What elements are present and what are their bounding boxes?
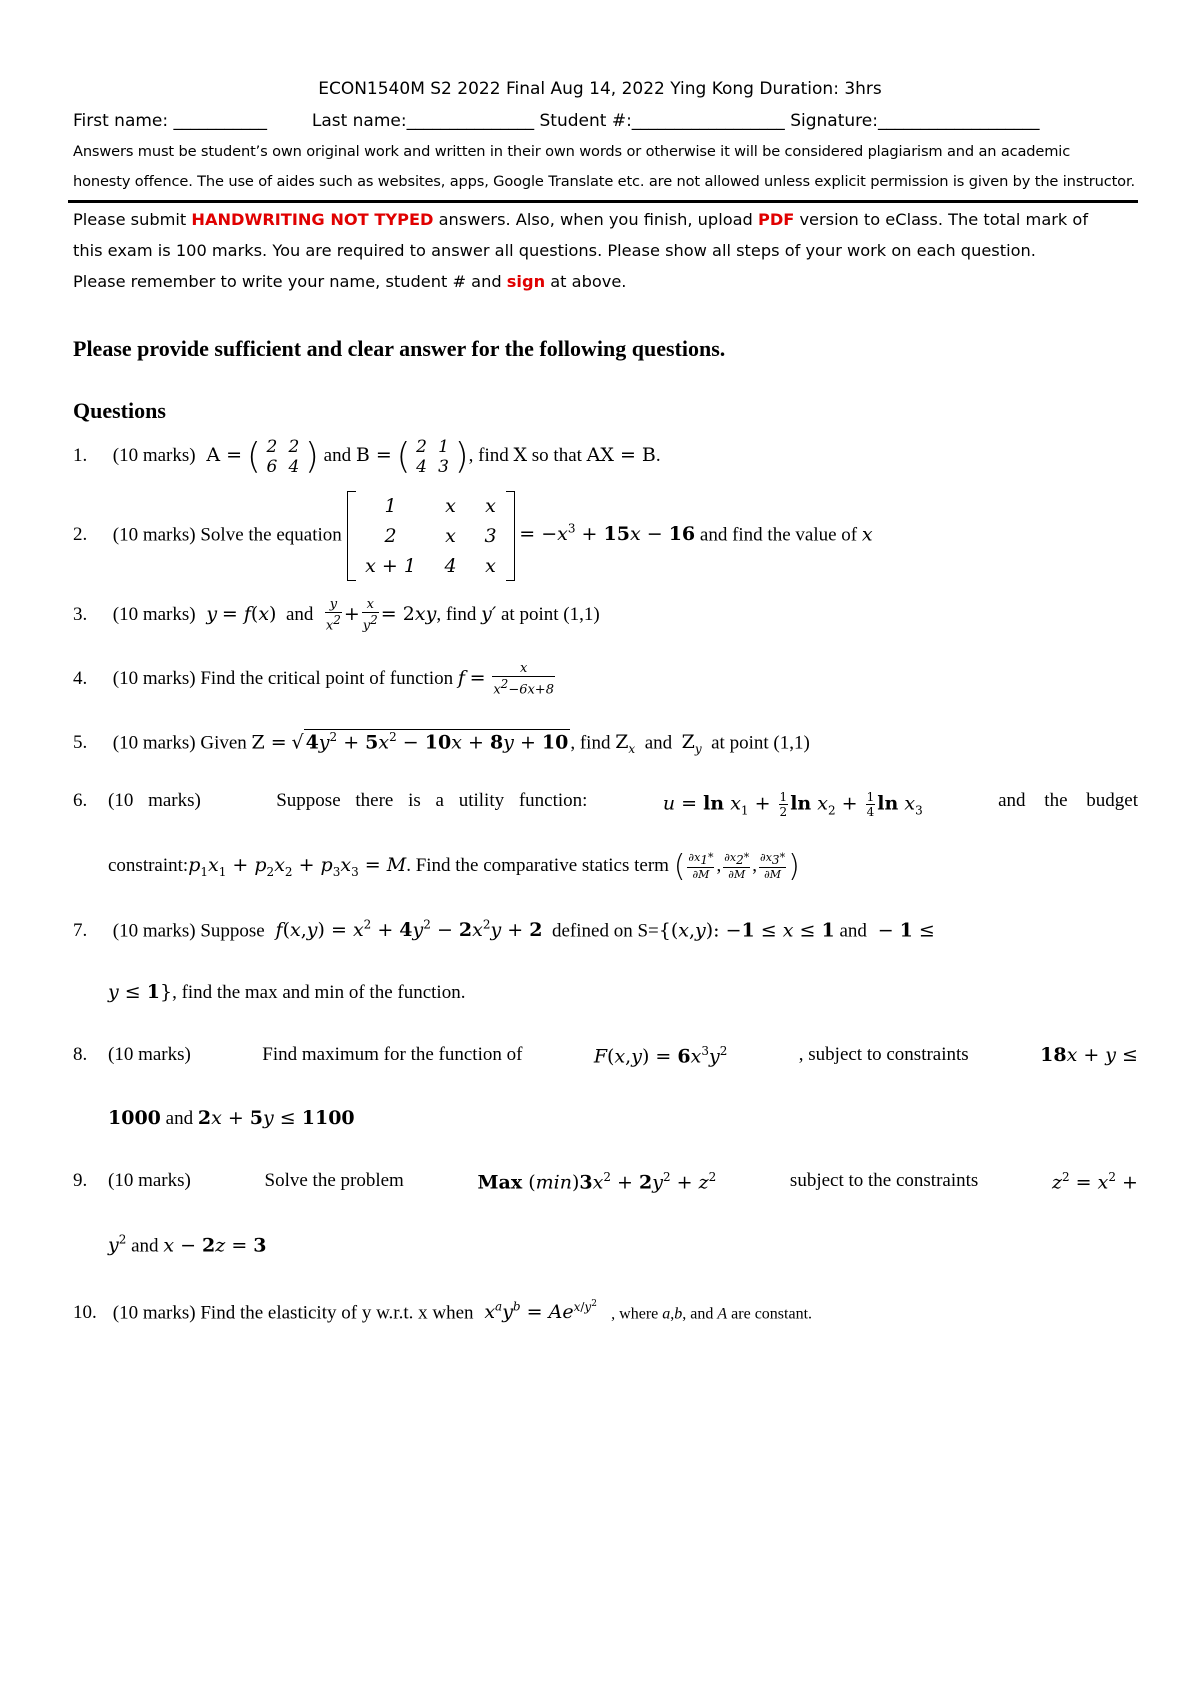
handwriting-emphasis: HANDWRITING NOT TYPED [191,210,434,229]
question-8-line-2: 1000 and 2x + 5y ≤ 1100 [108,1107,355,1129]
question-1: 1. (10 marks) A = ( 2 2 6 4 ) and B = ( 2 1 4 3 ), find X so that AX = B. [73,436,661,477]
signature-field: Signature:___________________ [790,111,1040,131]
student-number-field: Student #:__________________ [539,111,785,131]
main-heading: Please provide sufficient and clear answer for the following questions. [73,336,726,361]
sign-emphasis: sign [506,272,546,291]
question-2: 2. (10 marks) Solve the equation 1 x x 2 x 3 x + 1 4 x = $-x^3 + 15x - 16$ and find the value of x [73,491,1138,581]
questions-heading: Questions [73,398,166,423]
question-9: 9. (10 marks) Solve the problem Max $(\min)3x^2 + 2y^2 + z^2$ subject to the constraints $z^2 = x^2$ + [73,1170,1138,1194]
exam-title: ECON1540M S2 2022 Final Aug 14, 2022 Ying Kong Duration: 3hrs [318,79,882,99]
determinant-matrix: 1 x x 2 x 3 x + 1 4 x [365,495,497,577]
question-3: 3. (10 marks) y = f(x) and $\frac{y}{x^2}$ + $\frac{x}{y^2}$ = 2xy, find y′ at point (1,1) [73,597,600,634]
question-7: 7. (10 marks) Suppose $f(x,y) = x^2 + 4y^2 - 2x^2y + 2$ defined on S={(x,y): −1 ≤ x ≤ 1 and − 1 ≤ [73,918,935,942]
question-4: 4. (10 marks) Find the critical point of function f = $\frac{x}{x^2-6x+8}$ [73,661,554,698]
question-10: 10. (10 marks) Find the elasticity of y w.r.t. x when $x^ay^b = Ae^{x/y^2}$ , where a,b, and A are constant. [73,1299,813,1324]
question-6: 6. (10 marks) Suppose there is a utility function: $u = \ln x_1$ + $\frac{1}{2}$ $\ln x_2$ + $\frac{1}{4}$ $\ln x_3$ and the budget [73,790,1138,819]
honesty-line-2: honesty offence. The use of aides such as websites, apps, Google Translate etc. are not allowed unless explicit permission is given by the instructor. [73,173,1135,190]
instruction-line-2: this exam is 100 marks. You are required to answer all questions. Please show all steps of your work on each question. [73,241,1036,260]
student-info-fields [73,111,1135,131]
question-9-line-2: $y^2$ and x − 2z = 3 [108,1233,267,1257]
header-divider [68,200,1138,203]
last-name-field: Last name:_______________ [311,111,535,131]
instruction-line-1: Please submit HANDWRITING NOT TYPED answers. Also, when you finish, upload PDF version to eClass. The total mark of [73,210,1089,229]
question-8: 8. (10 marks) Find maximum for the function of $F(x,y) = 6x^3y^2$ , subject to constraints 18x + y ≤ [73,1044,1138,1068]
question-5: 5. (10 marks) Given Z = √ $4y^2 + 5x^2 - 10x + 8y + 10$ , find $Z_x$ and $Z_y$ at point (1,1) [73,730,810,757]
honesty-line-1: Answers must be student’s own original work and written in their own words or otherwise it will be considered plagiarism and an academic [73,143,1071,160]
question-7-line-2: y ≤ 1}, find the max and min of the function. [108,981,466,1003]
first-name-field: First name: ___________ [73,111,268,131]
question-6-line-2: $constraint:p_1x_1 + p_2x_2 + p_3x_3 = M$. Find the comparative statics term ( $\frac{\partial x_1*}{\partial M}$ , $\frac{\partial x_2*}{\partial M}$ , $\frac{\partial x_3*}{\partial M}$ ) [108,849,800,884]
pdf-emphasis: PDF [757,210,795,229]
instruction-line-3: Please remember to write your name, student # and sign at above. [73,272,627,291]
